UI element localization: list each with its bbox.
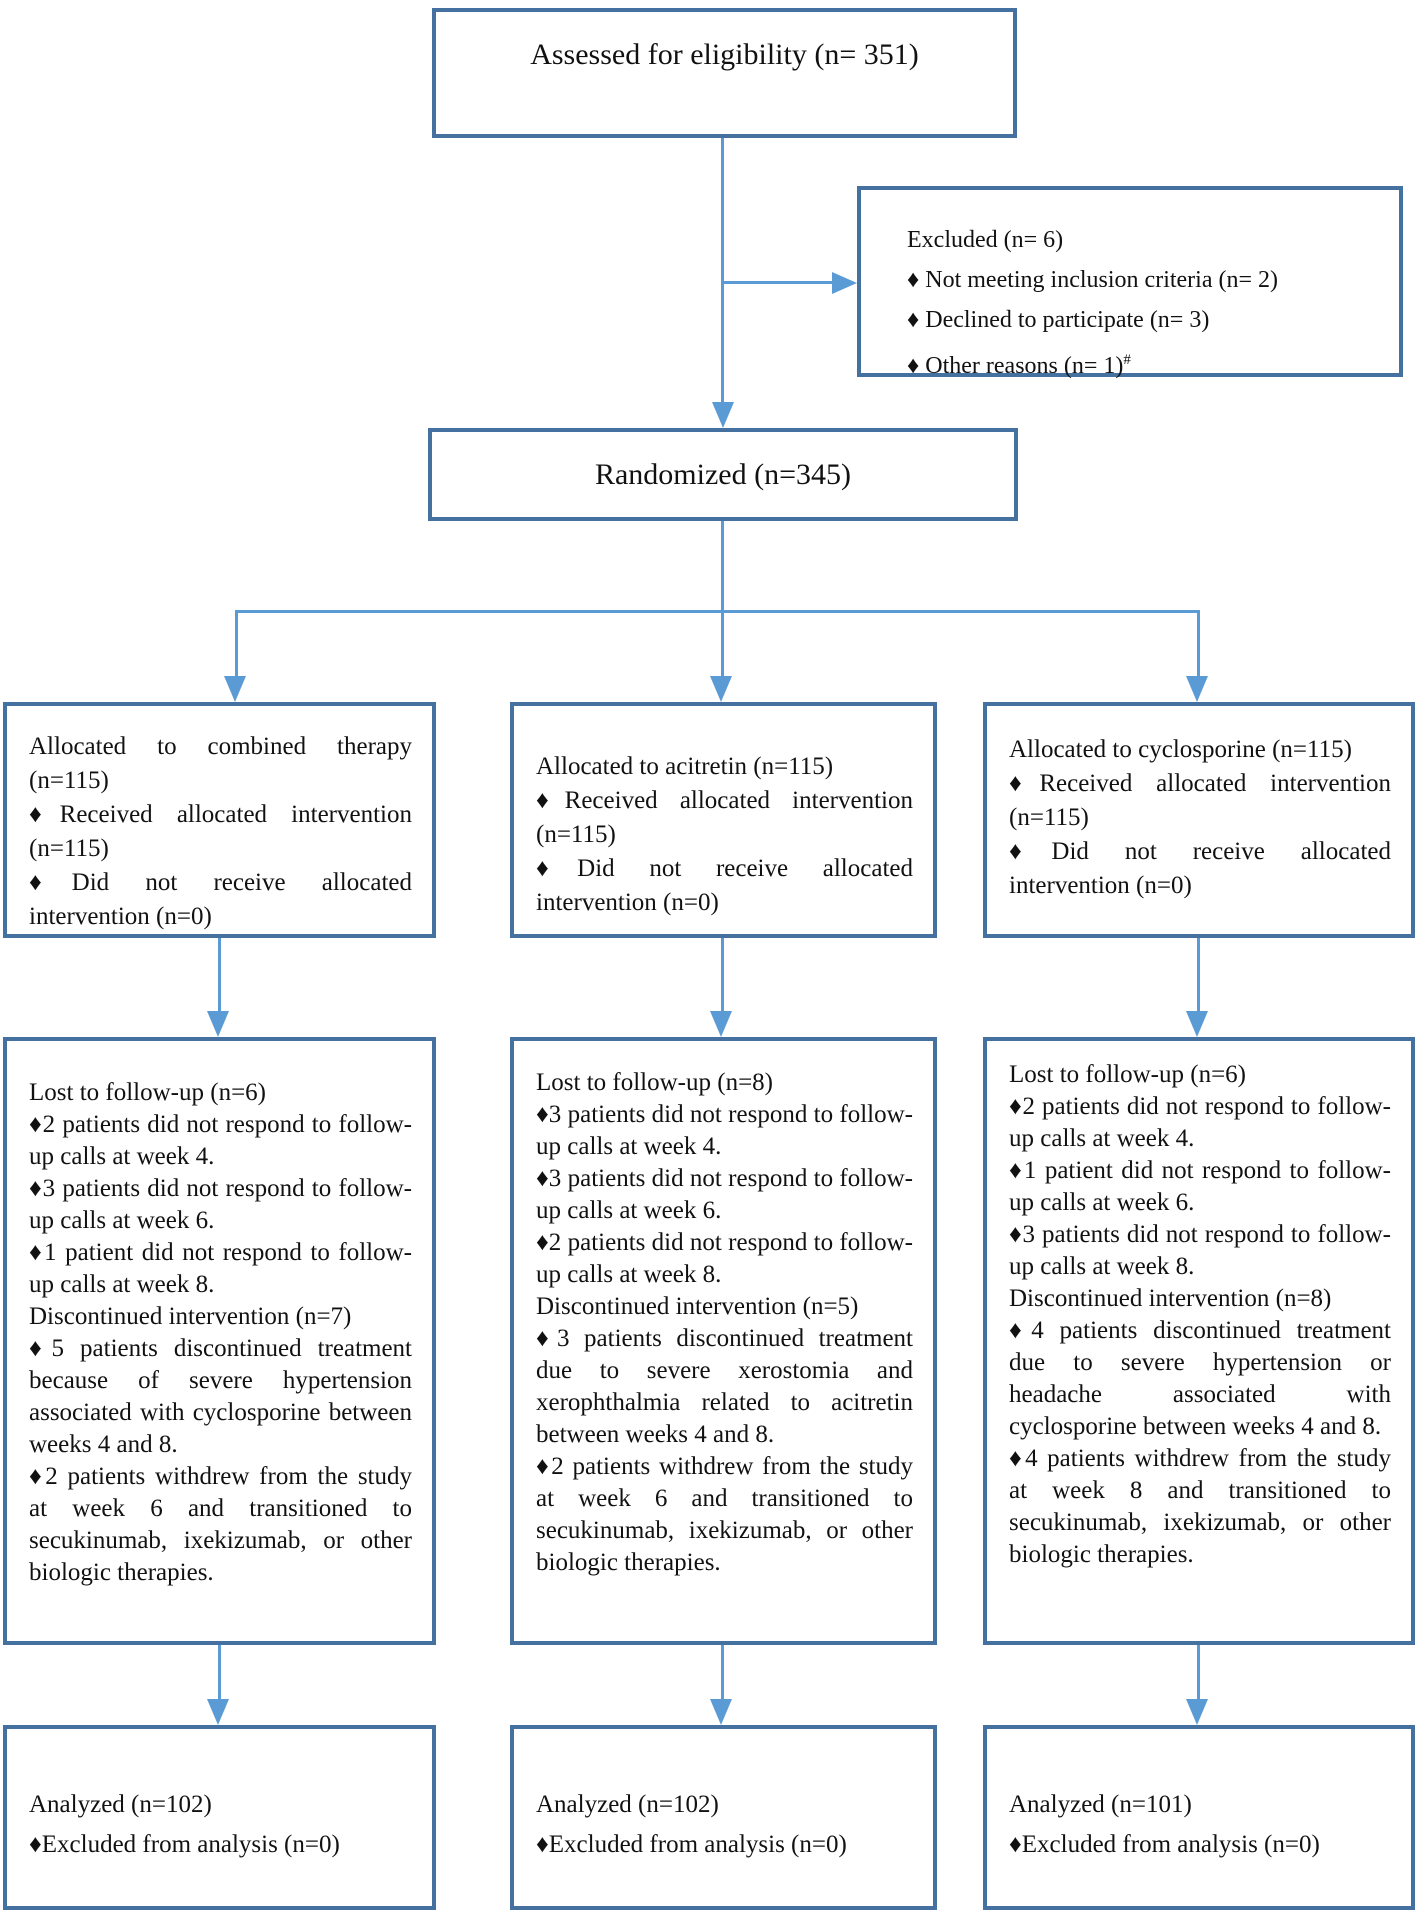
allocated-line: ♦Did not receive allocated intervention (n=0) <box>536 855 913 916</box>
followup-line: ♦3 patients did not respond to follow-up calls at week 4. <box>536 1101 913 1160</box>
connector-allocated-to-followup-cyclosporine <box>1197 938 1200 1011</box>
branch-bar <box>235 610 1200 613</box>
excluded-box <box>857 186 1403 377</box>
connector-branch-to-allocated-acitretin <box>721 612 724 676</box>
footnote-marker: # <box>1123 352 1131 368</box>
followup-line: ♦2 patients did not respond to follow-up calls at week 4. <box>1009 1093 1391 1152</box>
connector-assessed-to-randomized <box>721 138 724 402</box>
allocated-line: ♦Received allocated intervention (n=115) <box>1009 770 1391 831</box>
allocated-box-combined-therapy <box>3 702 436 938</box>
followup-line: ♦2 patients withdrew from the study at week 6 and transitioned to secukinumab, ixekizumab, or other biologic therapies. <box>536 1453 913 1576</box>
analyzed-line: Analyzed (n=102) <box>29 1791 212 1818</box>
excluded-item: ♦ Not meeting inclusion criteria (n= 2) <box>907 267 1279 293</box>
analyzed-box-cyclosporine <box>983 1725 1415 1910</box>
connector-allocated-to-followup-acitretin <box>721 938 724 1011</box>
followup-line: ♦3 patients did not respond to follow-up calls at week 8. <box>1009 1221 1391 1280</box>
arrowhead-into-analyzed-cyclosporine <box>1186 1699 1208 1725</box>
randomized-box <box>428 428 1018 521</box>
allocated-line: ♦Did not receive allocated intervention (n=0) <box>1009 838 1391 899</box>
followup-line: ♦3 patients did not respond to follow-up calls at week 6. <box>29 1175 412 1234</box>
allocated-line: Allocated to combined therapy (n=115) <box>29 733 412 794</box>
followup-line: ♦2 patients did not respond to follow-up calls at week 4. <box>29 1111 412 1170</box>
allocated-line: Allocated to acitretin (n=115) <box>536 753 834 780</box>
analyzed-line: Analyzed (n=102) <box>536 1791 719 1818</box>
arrowhead-into-analyzed-acitretin <box>710 1699 732 1725</box>
allocated-box-acitretin <box>510 702 937 938</box>
allocated-line: ♦Received allocated intervention (n=115) <box>29 801 412 862</box>
followup-box-combined-therapy <box>3 1037 436 1645</box>
followup-box-acitretin <box>510 1037 937 1645</box>
followup-line: Lost to follow-up (n=6) <box>29 1079 266 1106</box>
arrowhead-into-allocated-combined <box>224 676 246 702</box>
allocated-box-cyclosporine <box>983 702 1415 938</box>
connector-followup-to-analyzed-acitretin <box>721 1645 724 1699</box>
connector-branch-to-allocated-combined <box>235 610 238 676</box>
analyzed-line: ♦Excluded from analysis (n=0) <box>29 1831 340 1858</box>
connector-branch-to-allocated-cyclosporine <box>1197 610 1200 676</box>
followup-line: ♦1 patient did not respond to follow-up calls at week 8. <box>29 1239 412 1298</box>
excluded-title: Excluded (n= 6) <box>907 227 1064 253</box>
excluded-item: ♦ Other reasons (n= 1)# <box>907 352 1131 379</box>
allocated-line: Allocated to cyclosporine (n=115) <box>1009 736 1352 763</box>
analyzed-box-acitretin <box>510 1725 937 1910</box>
followup-line: Lost to follow-up (n=6) <box>1009 1061 1246 1088</box>
arrowhead-into-followup-combined <box>207 1011 229 1037</box>
connector-followup-to-analyzed-combined <box>218 1645 221 1699</box>
analyzed-line: Analyzed (n=101) <box>1009 1791 1192 1818</box>
connector-to-excluded <box>722 281 832 284</box>
arrowhead-into-allocated-acitretin <box>710 676 732 702</box>
excluded-item: ♦ Declined to participate (n= 3) <box>907 307 1210 333</box>
arrowhead-into-randomized <box>712 402 734 428</box>
followup-line: ♦1 patient did not respond to follow-up calls at week 6. <box>1009 1157 1391 1216</box>
followup-line: Lost to follow-up (n=8) <box>536 1069 773 1096</box>
followup-line: Discontinued intervention (n=8) <box>1009 1285 1332 1312</box>
arrowhead-into-followup-cyclosporine <box>1186 1011 1208 1037</box>
analyzed-box-combined-therapy <box>3 1725 436 1910</box>
followup-line: Discontinued intervention (n=7) <box>29 1303 352 1330</box>
followup-line: Discontinued intervention (n=5) <box>536 1293 859 1320</box>
followup-line: ♦3 patients did not respond to follow-up calls at week 6. <box>536 1165 913 1224</box>
followup-box-cyclosporine <box>983 1037 1415 1645</box>
analyzed-line: ♦Excluded from analysis (n=0) <box>1009 1831 1320 1858</box>
arrowhead-into-allocated-cyclosporine <box>1186 676 1208 702</box>
followup-line: ♦3 patients discontinued treatment due to severe xerostomia and xerophthalmia related to acitretin between weeks 4 and 8. <box>536 1325 913 1448</box>
arrowhead-into-analyzed-combined <box>207 1699 229 1725</box>
analyzed-line: ♦Excluded from analysis (n=0) <box>536 1831 847 1858</box>
allocated-line: ♦Received allocated intervention (n=115) <box>536 787 913 848</box>
followup-line: ♦4 patients withdrew from the study at week 8 and transitioned to secukinumab, ixekizumab, or other biologic therapies. <box>1009 1445 1391 1568</box>
allocated-line: ♦Did not receive allocated intervention (n=0) <box>29 869 412 930</box>
assessed-label: Assessed for eligibility (n= 351) <box>530 38 919 71</box>
arrowhead-into-excluded <box>832 272 857 294</box>
followup-line: ♦2 patients withdrew from the study at week 6 and transitioned to secukinumab, ixekizumab, or other biologic therapies. <box>29 1463 412 1586</box>
connector-allocated-to-followup-combined <box>218 938 221 1011</box>
followup-line: ♦2 patients did not respond to follow-up calls at week 8. <box>536 1229 913 1288</box>
followup-line: ♦4 patients discontinued treatment due to severe hypertension or headache associated with cyclosporine between weeks 4 and 8. <box>1009 1317 1391 1440</box>
followup-line: ♦5 patients discontinued treatment because of severe hypertension associated with cyclosporine between weeks 4 and 8. <box>29 1335 412 1458</box>
connector-randomized-to-branch <box>721 521 724 612</box>
assessed-box <box>432 8 1017 138</box>
arrowhead-into-followup-acitretin <box>710 1011 732 1037</box>
randomized-label: Randomized (n=345) <box>594 457 852 491</box>
connector-followup-to-analyzed-cyclosporine <box>1197 1645 1200 1699</box>
